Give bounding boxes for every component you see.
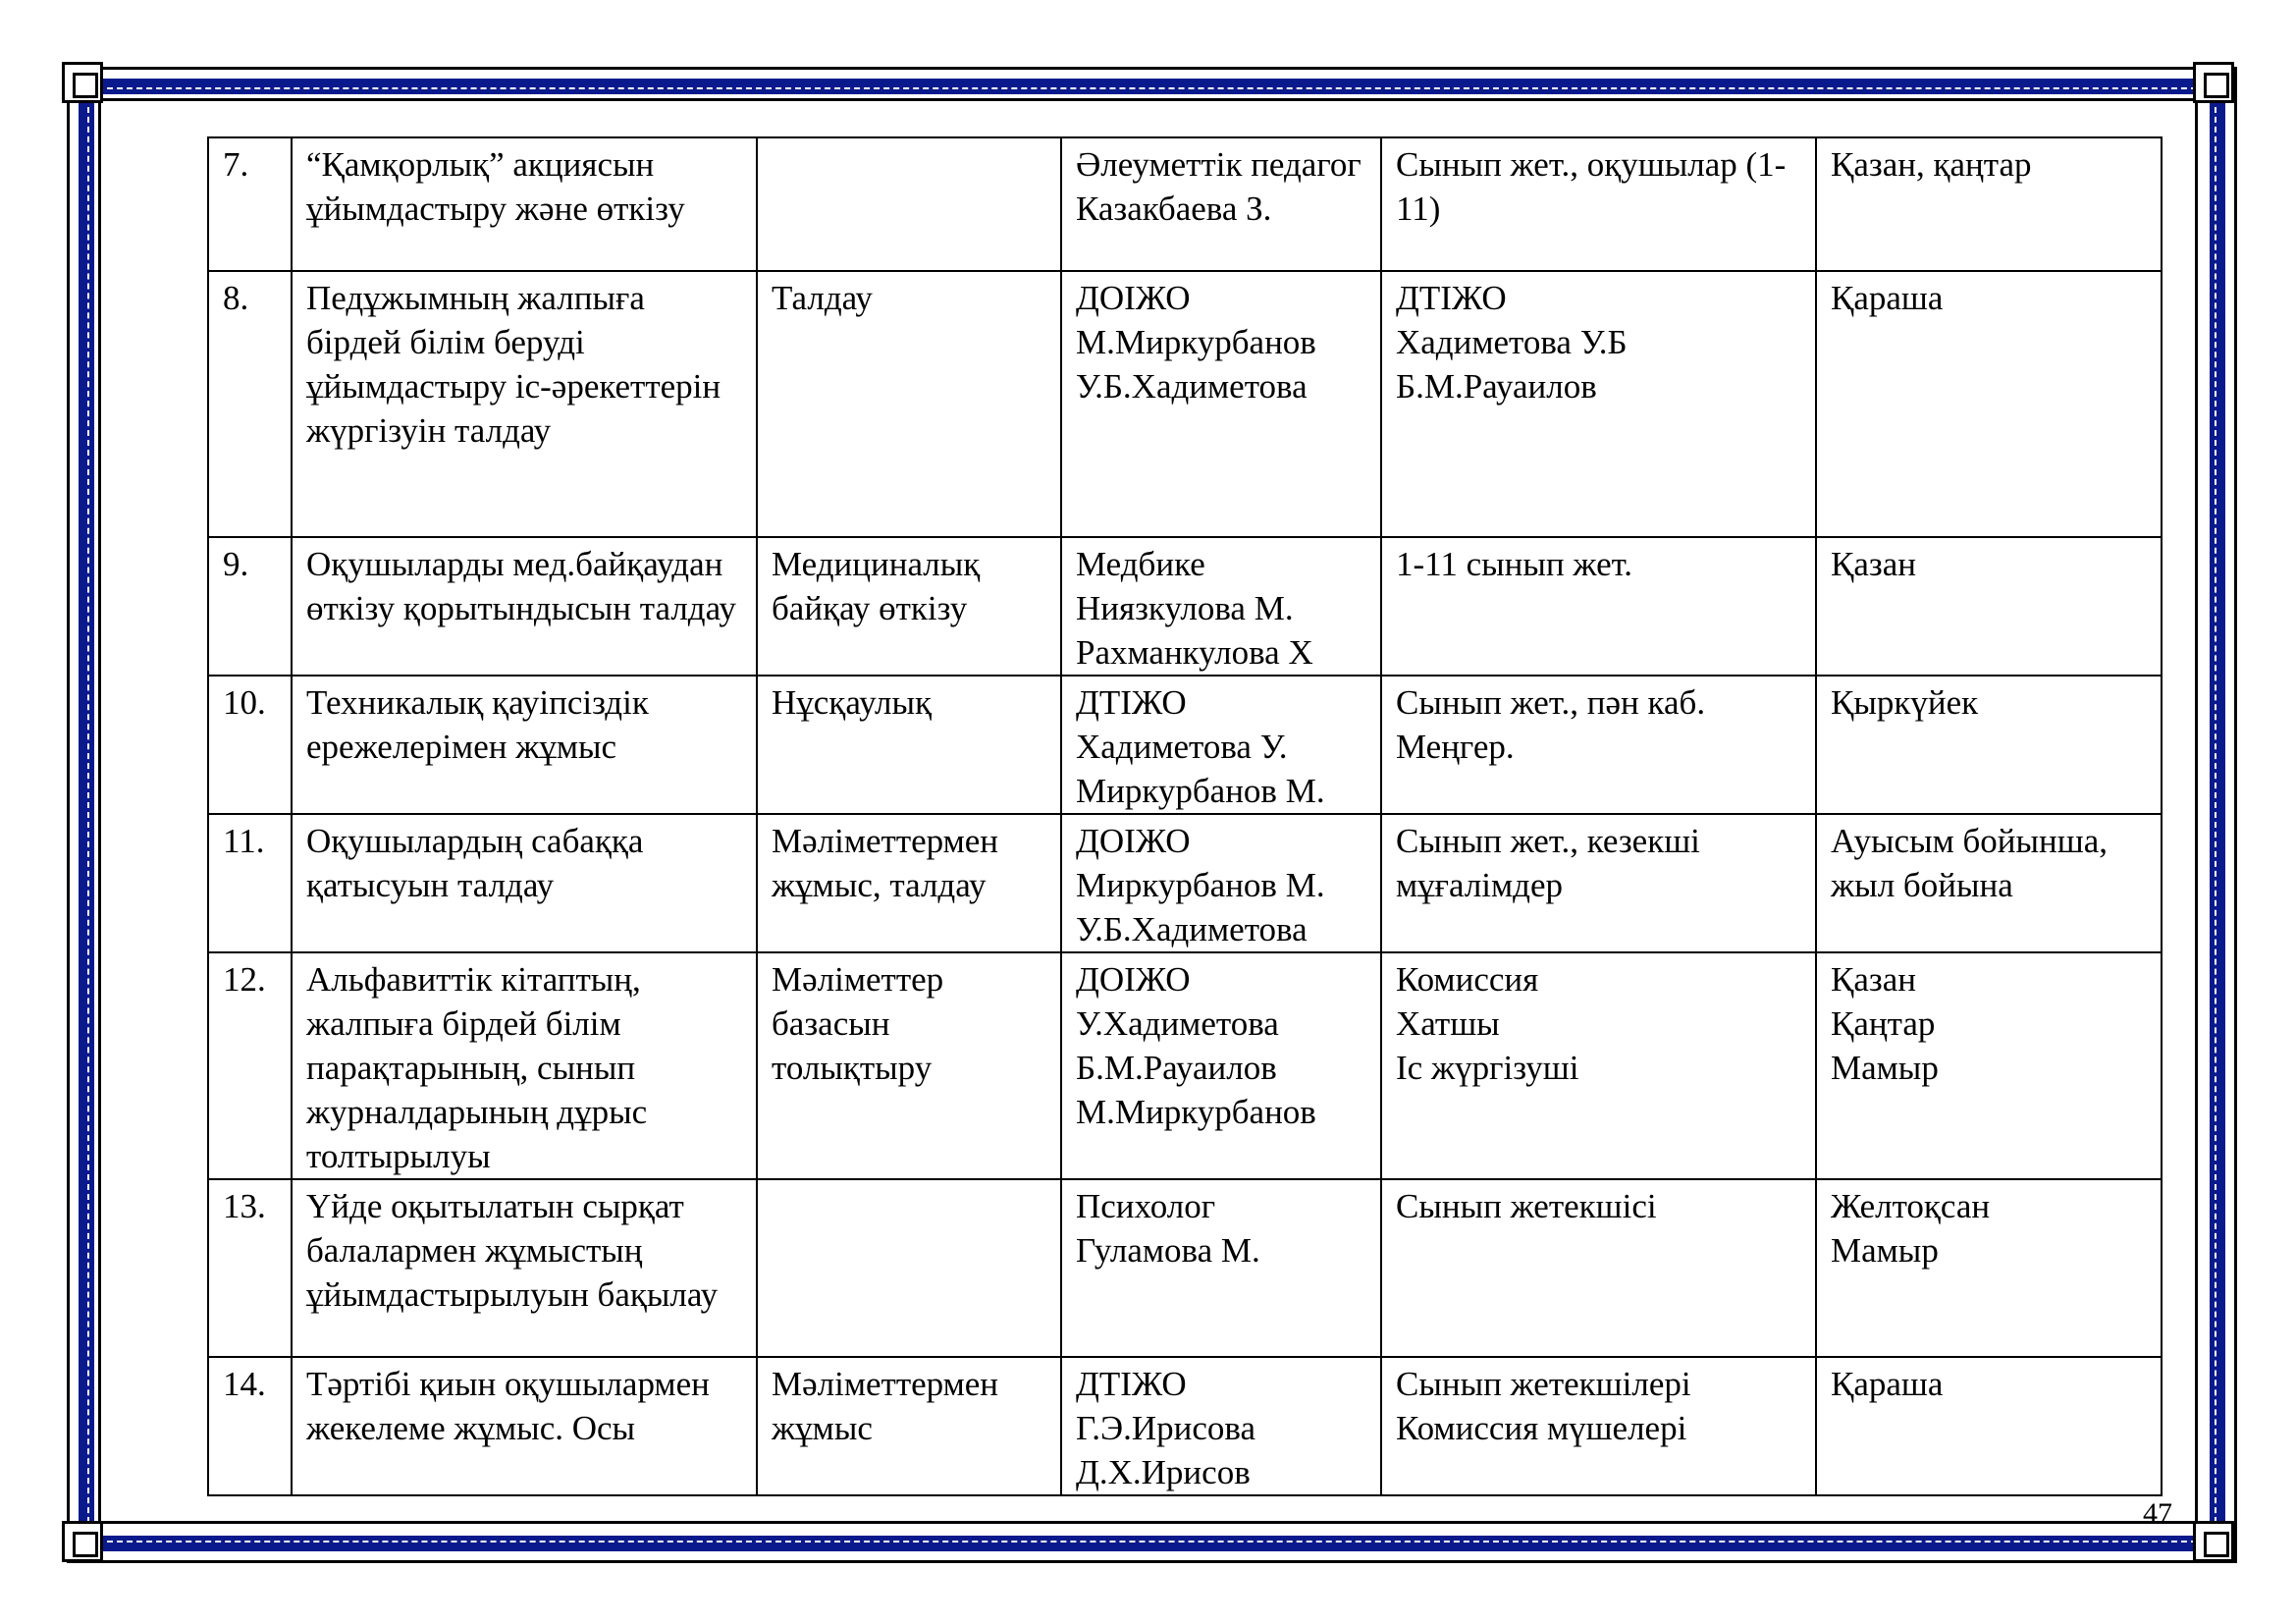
form-cell: Медициналық байқау өткізу bbox=[757, 537, 1061, 676]
row-number: 9. bbox=[208, 537, 292, 676]
period-cell: Ауысым бойынша, жыл бойына bbox=[1816, 814, 2162, 952]
row-number: 10. bbox=[208, 676, 292, 814]
row-number: 8. bbox=[208, 271, 292, 537]
period-cell: Қазан Қаңтар Мамыр bbox=[1816, 952, 2162, 1179]
form-cell: Талдау bbox=[757, 271, 1061, 537]
responsible-cell: Медбике Ниязкулова М. Рахманкулова Х bbox=[1061, 537, 1381, 676]
table-row bbox=[208, 1357, 2162, 1495]
form-cell: Мәліметтер базасын толықтыру bbox=[757, 952, 1061, 1179]
event-cell: Оқушыларды мед.байқаудан өткізу қорытындысын талдау bbox=[292, 537, 757, 676]
responsible-cell: ДТІЖО Хадиметова У. Миркурбанов М. bbox=[1061, 676, 1381, 814]
form-cell bbox=[757, 137, 1061, 271]
table-row bbox=[208, 271, 2162, 537]
participants-cell: Сынып жетекшісі bbox=[1381, 1179, 1816, 1357]
border-corner-ornament bbox=[62, 1521, 103, 1562]
responsible-cell: Әлеуметтік педагог Казакбаева З. bbox=[1061, 137, 1381, 271]
period-cell: Қазан, қаңтар bbox=[1816, 137, 2162, 271]
table-row bbox=[208, 676, 2162, 814]
row-number: 14. bbox=[208, 1357, 292, 1495]
event-cell: Педұжымның жалпыға бірдей білім беруді ұйымдастыру іс-әрекеттерін жүргізуін талдау bbox=[292, 271, 757, 537]
form-cell: Нұсқаулық bbox=[757, 676, 1061, 814]
row-number: 12. bbox=[208, 952, 292, 1179]
border-corner-ornament bbox=[2193, 62, 2234, 103]
event-cell: “Қамқорлық” акциясын ұйымдастыру және өткізу bbox=[292, 137, 757, 271]
table-row bbox=[208, 814, 2162, 952]
responsible-cell: Психолог Гуламова М. bbox=[1061, 1179, 1381, 1357]
period-cell: Қазан bbox=[1816, 537, 2162, 676]
plan-table bbox=[207, 136, 2163, 1496]
responsible-cell: ДОІЖО У.Хадиметова Б.М.Рауаилов М.Миркурбанов bbox=[1061, 952, 1381, 1179]
period-cell: Қараша bbox=[1816, 271, 2162, 537]
participants-cell: Сынып жетекшілері Комиссия мүшелері bbox=[1381, 1357, 1816, 1495]
table-row bbox=[208, 537, 2162, 676]
period-cell: Желтоқсан Мамыр bbox=[1816, 1179, 2162, 1357]
row-number: 7. bbox=[208, 137, 292, 271]
responsible-cell: ДОІЖО Миркурбанов М. У.Б.Хадиметова bbox=[1061, 814, 1381, 952]
responsible-cell: ДТІЖО Г.Э.Ирисова Д.Х.Ирисов bbox=[1061, 1357, 1381, 1495]
period-cell: Қыркүйек bbox=[1816, 676, 2162, 814]
table-row bbox=[208, 1179, 2162, 1357]
border-corner-ornament bbox=[62, 62, 103, 103]
form-cell bbox=[757, 1179, 1061, 1357]
border-corner-ornament bbox=[2193, 1521, 2234, 1562]
participants-cell: Сынып жет., оқушылар (1-11) bbox=[1381, 137, 1816, 271]
event-cell: Тәртібі қиын оқушылармен жекелеме жұмыс. Осы bbox=[292, 1357, 757, 1495]
participants-cell: ДТІЖО Хадиметова У.Б Б.М.Рауаилов bbox=[1381, 271, 1816, 537]
form-cell: Мәліметтермен жұмыс, талдау bbox=[757, 814, 1061, 952]
period-cell: Қараша bbox=[1816, 1357, 2162, 1495]
participants-cell: 1-11 сынып жет. bbox=[1381, 537, 1816, 676]
table-row bbox=[208, 952, 2162, 1179]
participants-cell: Комиссия Хатшы Іс жүргізуші bbox=[1381, 952, 1816, 1179]
event-cell: Техникалық қауіпсіздік ережелерімен жұмыс bbox=[292, 676, 757, 814]
event-cell: Оқушылардың сабаққа қатысуын талдау bbox=[292, 814, 757, 952]
row-number: 11. bbox=[208, 814, 292, 952]
participants-cell: Сынып жет., пән каб. Меңгер. bbox=[1381, 676, 1816, 814]
event-cell: Альфавиттік кітаптың, жалпыға бірдей білім парақтарының, сынып журналдарының дұрыс толтырылуы bbox=[292, 952, 757, 1179]
responsible-cell: ДОІЖО М.Миркурбанов У.Б.Хадиметова bbox=[1061, 271, 1381, 537]
event-cell: Үйде оқытылатын сырқат балалармен жұмыстың ұйымдастырылуын бақылау bbox=[292, 1179, 757, 1357]
table-row bbox=[208, 137, 2162, 271]
form-cell: Мәліметтермен жұмыс bbox=[757, 1357, 1061, 1495]
participants-cell: Сынып жет., кезекші мұғалімдер bbox=[1381, 814, 1816, 952]
page-number: 47 bbox=[2143, 1497, 2172, 1530]
row-number: 13. bbox=[208, 1179, 292, 1357]
